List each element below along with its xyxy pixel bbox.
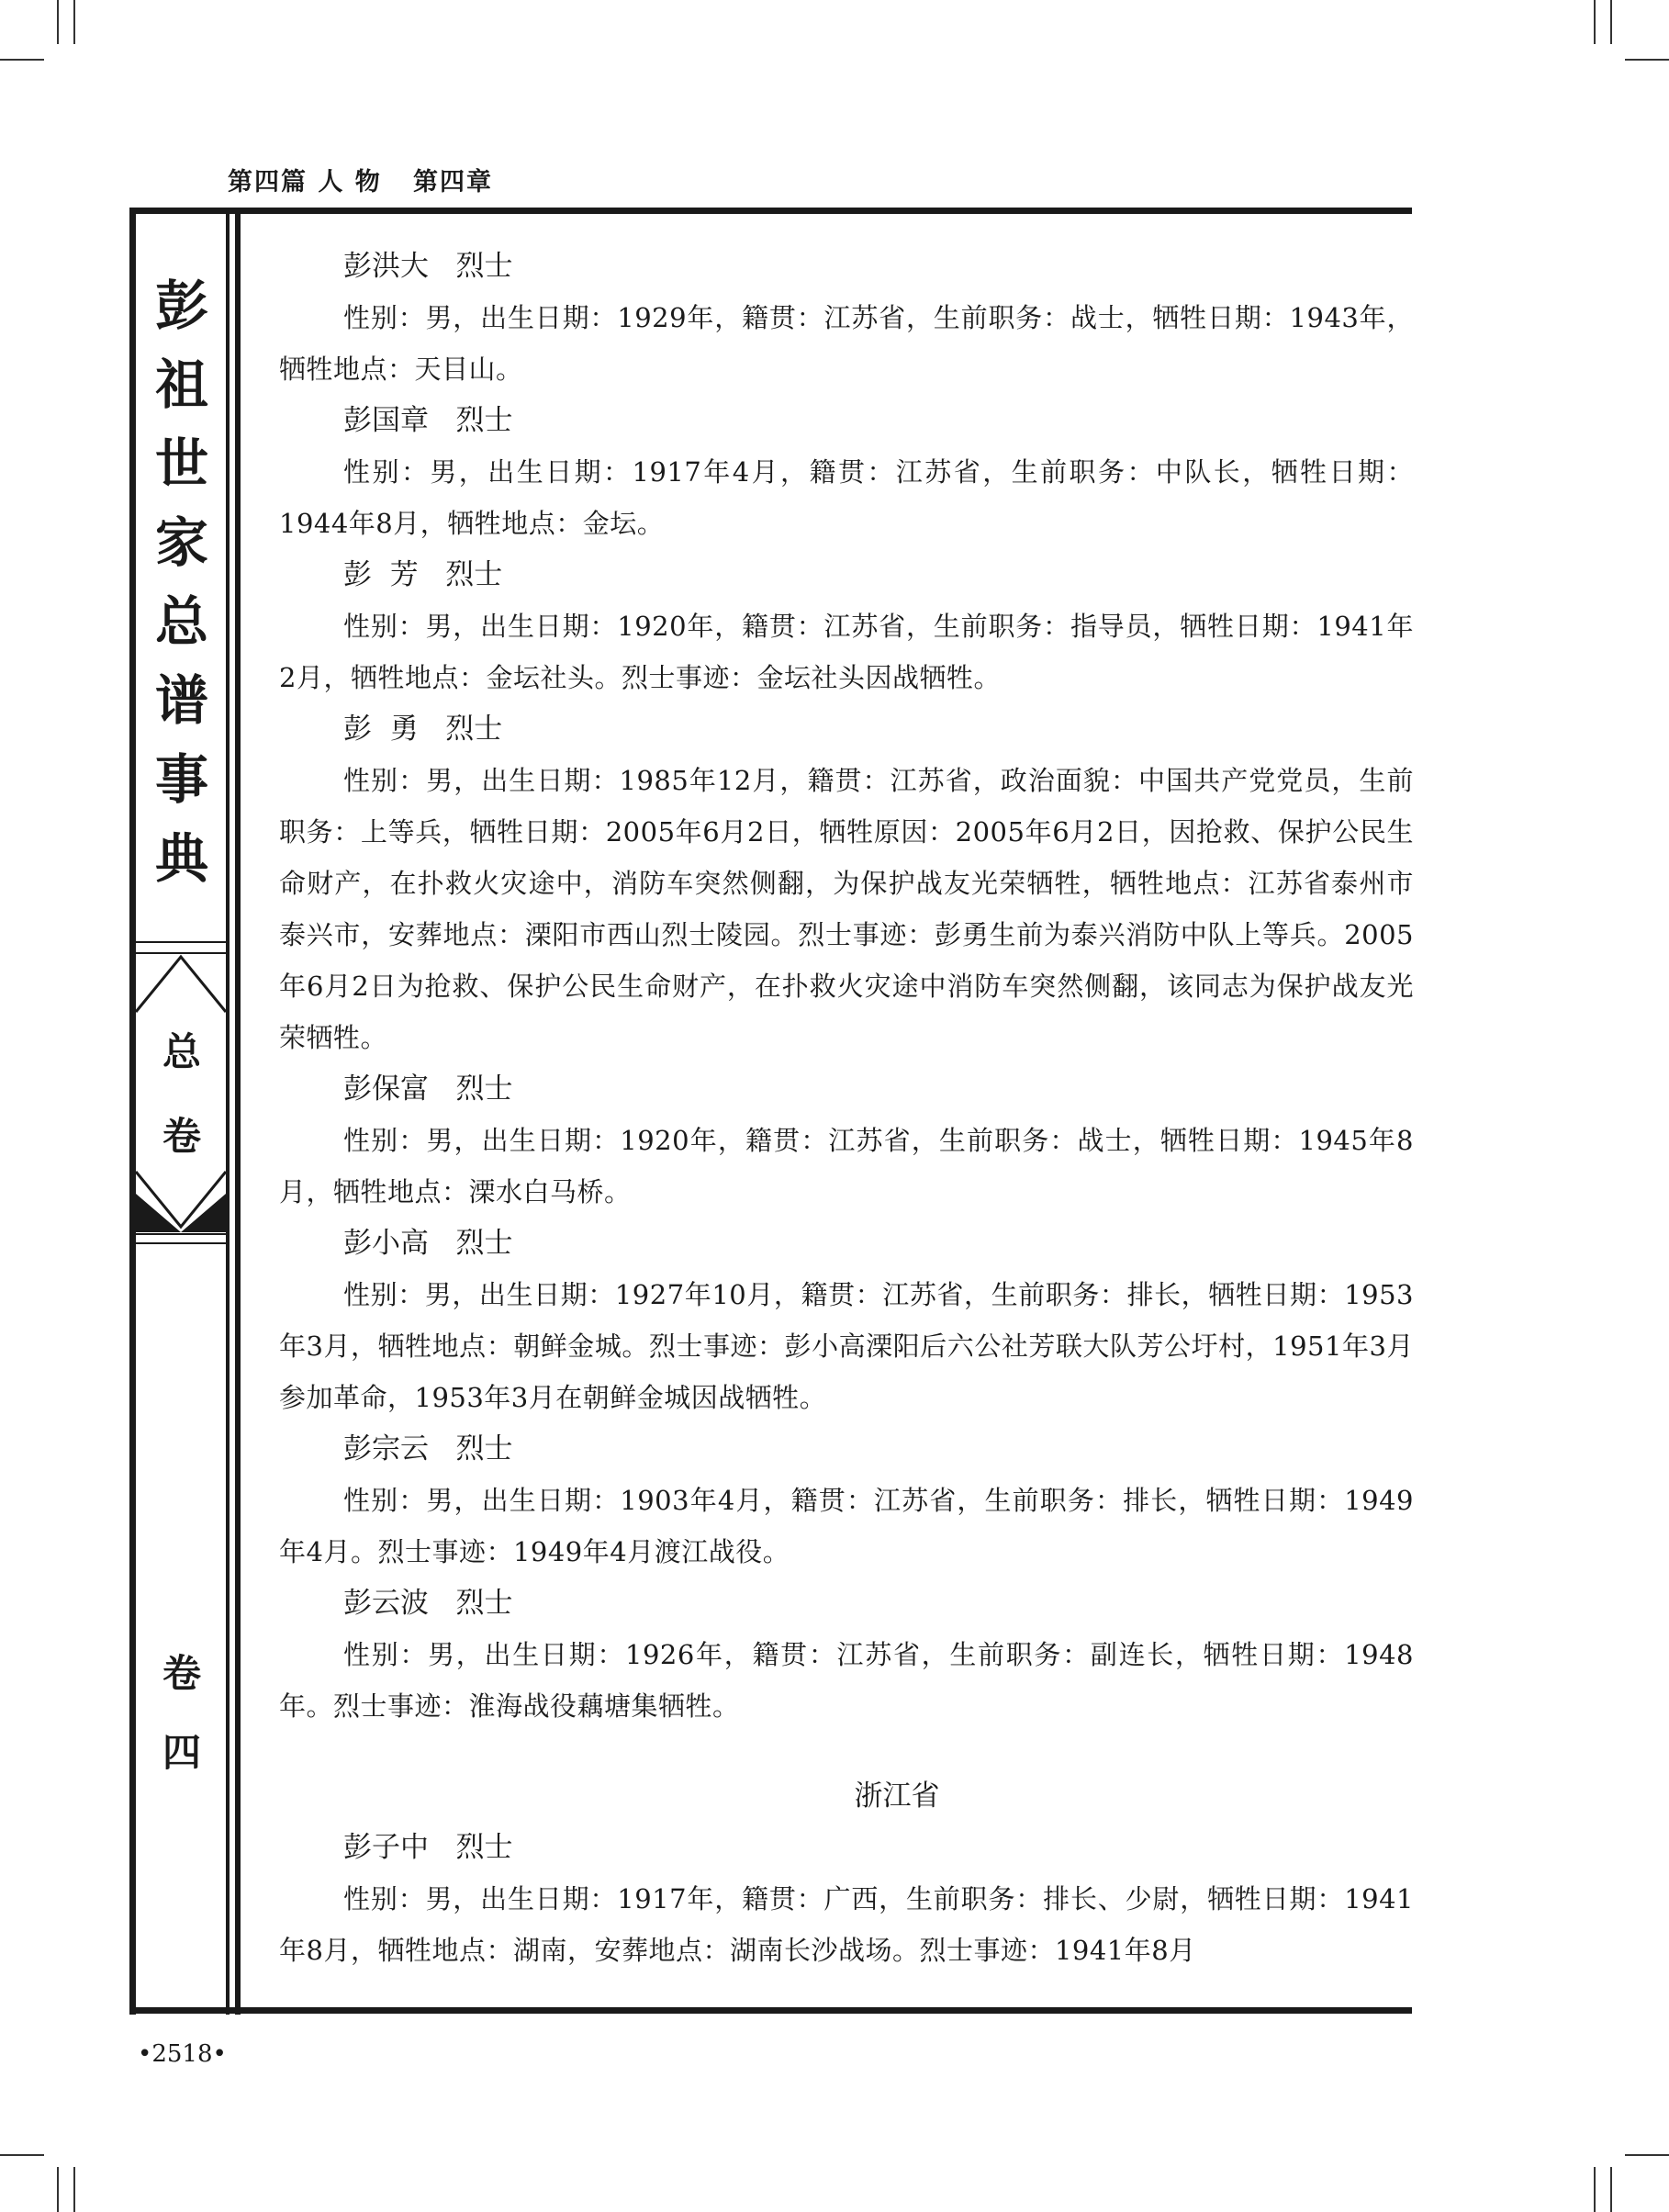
- entry-name: 彭子中 烈士: [343, 1831, 513, 1864]
- spine-char: 典: [154, 827, 208, 890]
- entry-text: 性别：男，出生日期：1920年，籍贯：江苏省，生前职务：战士，牺牲日期：1945年8月，牺牲地点：溧水白马桥。: [279, 1125, 1414, 1207]
- spine-char: 彭: [154, 275, 208, 337]
- entry-text: 性别：男，出生日期：1903年4月，籍贯：江苏省，生前职务：排长，牺牲日期：1949年4月。烈士事迹：1949年4月渡江战役。: [279, 1485, 1414, 1567]
- crop-mark: [73, 2167, 75, 2212]
- entry-text: 性别：男，出生日期：1917年4月，籍贯：江苏省，生前职务：中队长，牺牲日期：1944年8月，牺牲地点：金坛。: [279, 456, 1414, 539]
- entry: [279, 1218, 1414, 1423]
- crop-mark: [73, 0, 75, 44]
- crop-mark: [1594, 0, 1596, 44]
- entry-text: 性别：男，出生日期：1917年，籍贯：广西，生前职务：排长、少尉，牺牲日期：1941年8月，牺牲地点：湖南，安葬地点：湖南长沙战场。烈士事迹：1941年8月: [279, 1883, 1414, 1966]
- section-heading: 浙江省: [854, 1780, 940, 1813]
- entry: [279, 395, 1414, 549]
- entry-text: 性别：男，出生日期：1926年，籍贯：江苏省，生前职务：副连长，牺牲日期：1948年。烈士事迹：淮海战役藕塘集牺牲。: [279, 1639, 1414, 1722]
- page-number: •2518•: [138, 2040, 227, 2068]
- spine-char: 祖: [154, 354, 208, 416]
- entry-name: 彭宗云 烈士: [343, 1432, 513, 1465]
- spine-general-volume: [134, 1010, 230, 1179]
- entry-name: 彭洪大 烈士: [343, 250, 513, 283]
- crop-mark: [1594, 2167, 1596, 2212]
- entry-text: 性别：男，出生日期：1927年10月，籍贯：江苏省，生前职务：排长，牺牲日期：1953年3月，牺牲地点：朝鲜金城。烈士事迹：彭小高溧阳后六公社芳联大队芳公圩村，1951年3月参加革命，1953年3月在朝鲜金城因战牺牲。: [279, 1279, 1414, 1413]
- crop-mark: [0, 2154, 44, 2156]
- entry-text: 性别：男，出生日期：1929年，籍贯：江苏省，生前职务：战士，牺牲日期：1943年，牺牲地点：天目山。: [279, 302, 1414, 385]
- spine-char: 卷: [162, 1114, 201, 1159]
- entry-text: 性别：男，出生日期：1920年，籍贯：江苏省，生前职务：指导员，牺牲日期：1941年2月，牺牲地点：金坛社头。烈士事迹：金坛社头因战牺牲。: [279, 611, 1414, 693]
- entry: [279, 549, 1414, 703]
- entry: [279, 1423, 1414, 1578]
- entry-text: 性别：男，出生日期：1985年12月，籍贯：江苏省，政治面貌：中国共产党党员，生前职务：上等兵，牺牲日期：2005年6月2日，牺牲原因：2005年6月2日，因抢救、保护公民生命财产，在扑救火灾途中，消防车突然侧翻，为保护战友光荣牺牲，牺牲地点：江苏省泰州市泰兴市，安葬地点：溧阳市西山烈士陵园。烈士事迹：彭勇生前为泰兴消防中队上等兵。2005年6月2日为抢救、保护公民生命财产，在扑救火灾途中消防车突然侧翻，该同志为保护战友光荣牺牲。: [279, 765, 1414, 1053]
- crop-mark: [1625, 59, 1669, 61]
- running-head: 第四篇 人 物 第四章: [228, 168, 493, 196]
- crop-mark: [57, 2167, 59, 2212]
- crop-mark: [1610, 2167, 1612, 2212]
- entry-name: 彭国章 烈士: [343, 404, 513, 437]
- spine-char: 四: [162, 1730, 201, 1775]
- spine-volume-number: [134, 1634, 230, 1792]
- main-content: [279, 241, 1414, 1976]
- entry-name: 彭小高 烈士: [343, 1227, 513, 1260]
- spine-char: 谱: [154, 669, 208, 732]
- entry-name: 彭保富 烈士: [343, 1072, 513, 1106]
- spine-book-title: [134, 266, 230, 898]
- crop-mark: [1625, 2154, 1669, 2156]
- entry-name: 彭 芳 烈士: [343, 558, 503, 591]
- spine-char: 卷: [162, 1651, 201, 1696]
- spine-char: 世: [154, 432, 208, 495]
- crop-mark: [0, 59, 44, 61]
- entry: [279, 703, 1414, 1063]
- crop-mark: [1610, 0, 1612, 44]
- spine-char: 家: [154, 511, 208, 574]
- crop-mark: [57, 0, 59, 44]
- spine-char: 总: [162, 1029, 201, 1074]
- spine-char: 事: [154, 748, 208, 811]
- entry-name: 彭 勇 烈士: [343, 713, 503, 746]
- top-rule: [130, 208, 1412, 214]
- bottom-rule: [130, 2007, 1412, 2014]
- entry-name: 彭云波 烈士: [343, 1587, 513, 1620]
- entry: [279, 1063, 1414, 1218]
- entry: [279, 241, 1414, 395]
- spine-char: 总: [154, 590, 208, 653]
- entry: [279, 1578, 1414, 1732]
- entry: [279, 1822, 1414, 1976]
